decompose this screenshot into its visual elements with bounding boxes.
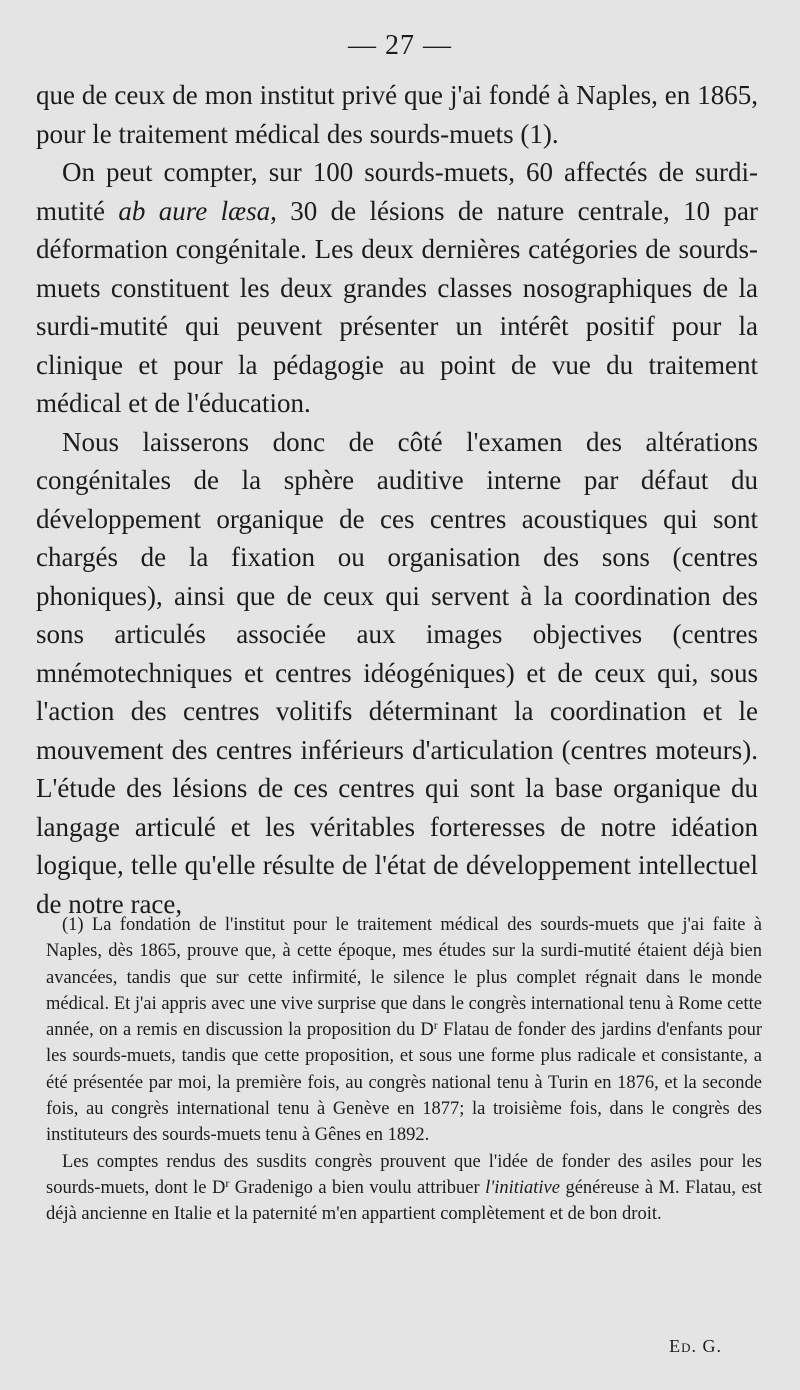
main-text: [36, 76, 758, 923]
footnote-1-part1: (1) La fondation de l'institut pour le traitement médical des sourds-muets que j'ai faite à Naples, dès 1865, prouve que, à cette époque, mes études sur la surdi-mutité étaient déjà bien avancées, tandis que sur cette infirmité, le silence le plus complet régnait dans le monde médical. Et j'ai appris avec une vive surprise que dans le congrès international tenu à Rome cette année, on a remis en discussion la proposition du D: [46, 915, 762, 1041]
footnote-signature: Ed. G.: [669, 1336, 722, 1356]
footnote-paragraph-2: [46, 1149, 762, 1228]
paragraph-2-part2: , 30 de lésions de nature centrale, 10 par déformation congénitale. Les deux dernières catégories de sourds-muets constituent les deux grandes classes nosographiques de la surdi-mutité qui peuvent présenter un intérêt positif pour la clinique et pour la pédagogie au point de vue du traitement médical et de l'éducation.: [36, 195, 758, 418]
latin-phrase: ab aure læsa: [118, 195, 271, 226]
paragraph-1: que de ceux de mon institut privé que j'ai fondé à Naples, en 1865, pour le traitement médical des sourds-muets (1).: [36, 80, 758, 149]
footnote-2-part2: Gradenigo a bien voulu attribuer: [229, 1177, 486, 1198]
footnote-2-sup: r: [225, 1175, 230, 1190]
paragraph-2-part1: On peut compter, sur 100 sourds-muets, 60 affectés de surdi-mutité: [36, 157, 758, 226]
footnote-paragraph-1: [46, 912, 762, 1149]
footnote-1-sup: r: [433, 1018, 438, 1033]
footnote-2-part1: Les comptes rendus des susdits congrès prouvent que l'idée de fonder des asiles pour les sourds-muets, dont le D: [46, 1151, 762, 1198]
footnote-2-italic: l'initiative: [485, 1177, 560, 1198]
footnote-1-part2: Flatau de fonder des jardins d'enfants pour les sourds-muets, tandis que cette proposition, et sous une forme plus radicale et consistante, a été présentée par moi, la première fois, au congrès national tenu à Turin en 1876, et la seconde fois, au congrès international tenu à Genève en 1877; la troisième fois, dans le congrès des instituteurs des sourds-muets tenu à Gênes en 1892.: [46, 1020, 762, 1146]
footnote-2-part3: généreuse à M. Flatau, est déjà ancienne en Italie et la paternité m'en appartient complètement et de bon droit.: [46, 1177, 762, 1225]
page-number: — 27 —: [348, 30, 452, 61]
paragraph-2: [36, 153, 758, 423]
footnote: [46, 912, 762, 1228]
paragraph-3: Nous laisserons donc de côté l'examen des altérations congénitales de la sphère auditive interne par défaut du développement organique de ces centres acoustiques qui sont chargés de la fixation ou organisation des sons (centres phoniques), ainsi que de ceux qui servent à la coordination des sons articulés associée aux images objectives (centres mnémotechniques et centres idéogéniques) et de ceux qui, sous l'action des centres volitifs déterminant la coordination et le mouvement des centres inférieurs d'articulation (centres moteurs). L'étude des lésions de ces centres qui sont la base organique du langage articulé et les véritables forteresses de notre idéation logique, telle qu'elle résulte de l'état de développement intellectuel de notre race,: [36, 426, 758, 919]
